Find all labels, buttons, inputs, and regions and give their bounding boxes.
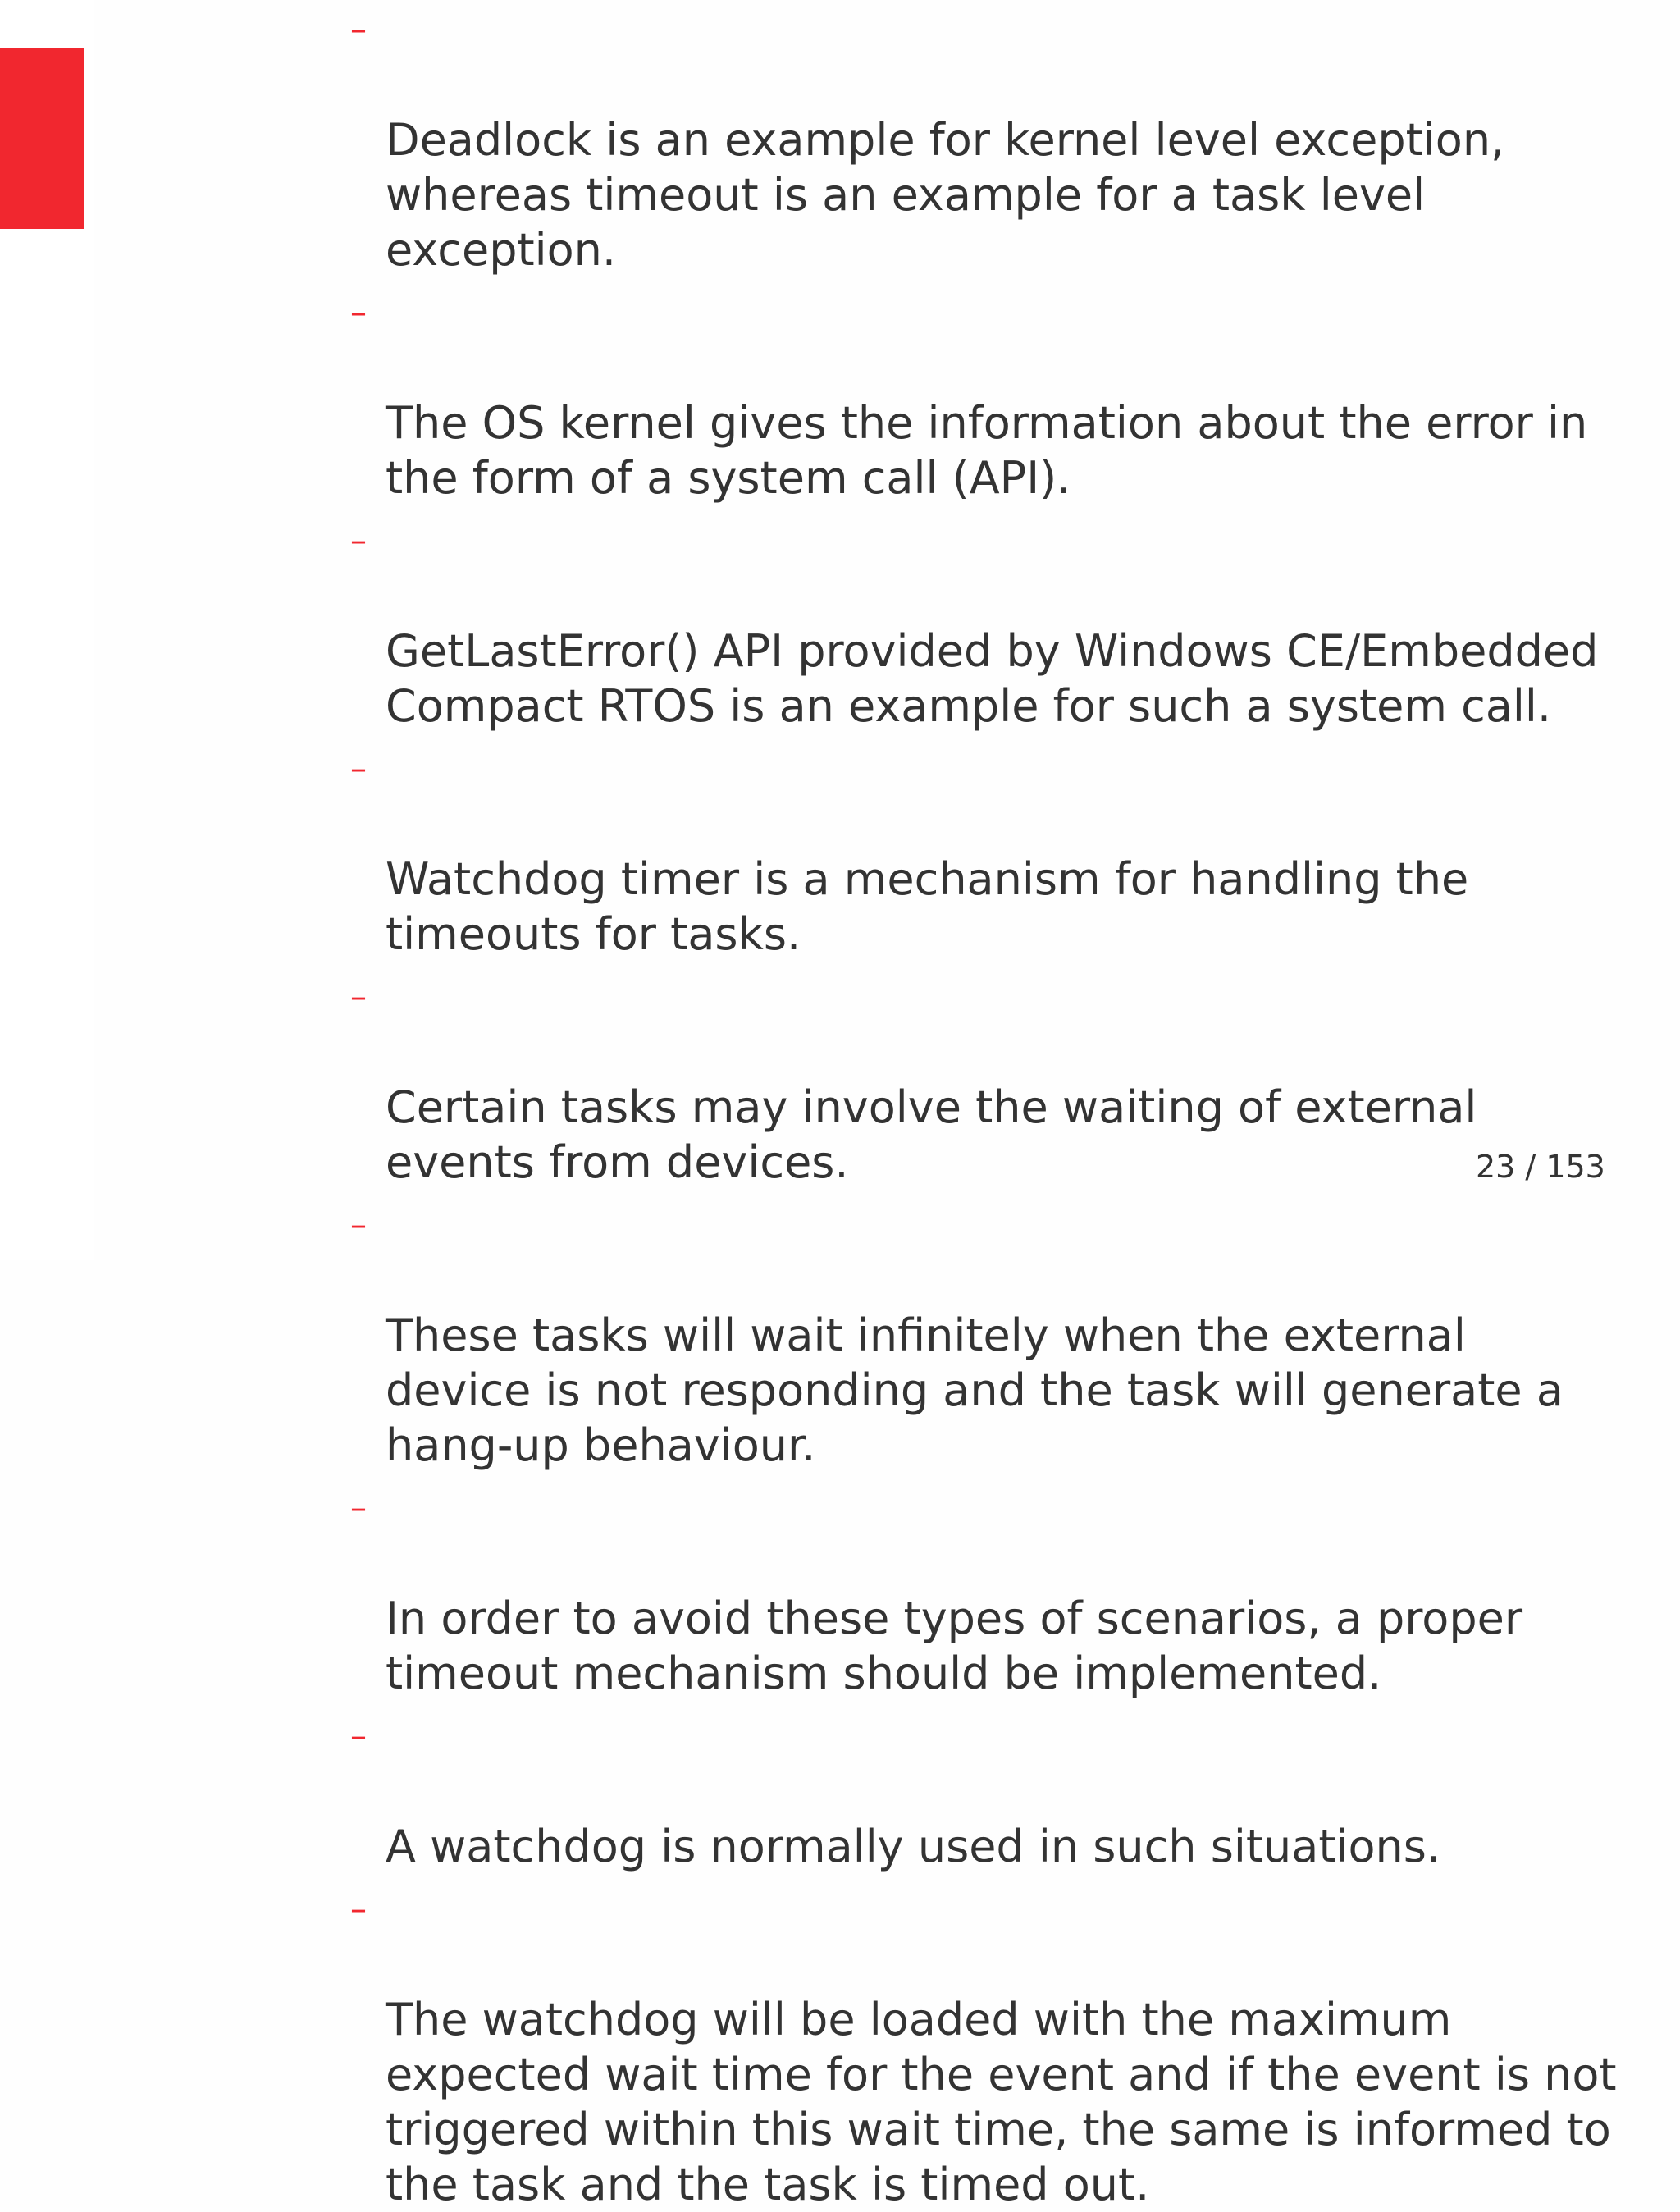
bullet-item	[345, 1882, 1680, 2212]
bullet-item	[345, 742, 1680, 962]
bullet-item	[345, 514, 1680, 734]
bullet-dash: –	[350, 11, 367, 48]
bullet-dash: –	[350, 522, 367, 560]
bullet-text: A watchdog is normally used in such situations.	[386, 1821, 1441, 1872]
bullet-item	[345, 286, 1680, 505]
bullet-item	[345, 1481, 1680, 1701]
bullet-item	[345, 1198, 1680, 1473]
bullet-dash: –	[350, 1206, 367, 1244]
bullet-dash: –	[350, 978, 367, 1016]
bullet-list	[345, 0, 1680, 2210]
bullet-dash: –	[350, 1717, 367, 1755]
bullet-text: The OS kernel gives the information about the error in the form of a system call (API).	[386, 397, 1588, 504]
bullet-dash: –	[350, 750, 367, 788]
bullet-dash: –	[350, 294, 367, 331]
bullet-item	[345, 1709, 1680, 1874]
bullet-text: The watchdog will be loaded with the maximum expected wait time for the event and if the event is not triggered within this wait time, the same is informed to the task and the task is timed out.	[386, 1994, 1617, 2210]
bullet-text: Watchdog timer is a mechanism for handling the timeouts for tasks.	[386, 853, 1469, 960]
accent-block	[0, 48, 84, 229]
bullet-dash: –	[350, 1489, 367, 1527]
bullet-text: GetLastError() API provided by Windows CE/Embedded Compact RTOS is an example for such a system call.	[386, 625, 1599, 732]
bullet-text: These tasks will wait infinitely when the external device is not responding and the task will generate a hang-up behaviour.	[386, 1309, 1564, 1471]
page-number: 23 / 153	[1476, 1149, 1605, 1185]
bullet-text: Deadlock is an example for kernel level exception, whereas timeout is an example for a task level exception.	[386, 114, 1505, 276]
bullet-item	[345, 2, 1680, 277]
bullet-text: In order to avoid these types of scenarios, a proper timeout mechanism should be implemented.	[386, 1593, 1523, 1699]
bullet-dash: –	[350, 1890, 367, 1928]
bullet-text: Certain tasks may involve the waiting of external events from devices.	[386, 1081, 1477, 1188]
